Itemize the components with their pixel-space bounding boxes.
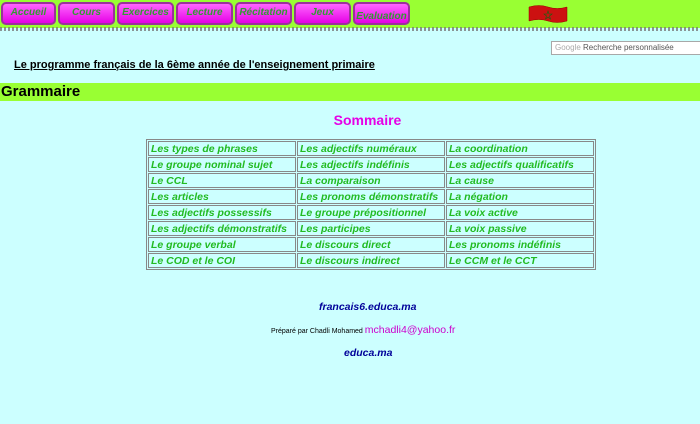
toc-link[interactable]: La cause bbox=[446, 173, 594, 188]
credit-text: Préparé par Chadli Mohamed bbox=[271, 328, 363, 335]
toc-link[interactable]: Le groupe verbal bbox=[148, 237, 296, 252]
nav-recitation-button[interactable]: Récitation bbox=[235, 2, 292, 25]
toc-row bbox=[148, 253, 594, 268]
google-brand-label: Google bbox=[555, 43, 581, 52]
toc-link[interactable]: Le discours indirect bbox=[297, 253, 445, 268]
nav-separator bbox=[0, 27, 700, 31]
toc-link[interactable]: La négation bbox=[446, 189, 594, 204]
nav-exercices-button[interactable]: Exercices bbox=[117, 2, 174, 25]
toc-row bbox=[148, 157, 594, 172]
google-search-input[interactable] bbox=[551, 41, 700, 55]
nav-lecture-button[interactable]: Lecture bbox=[176, 2, 233, 25]
morocco-flag-icon bbox=[527, 4, 569, 24]
sommaire-title: Sommaire bbox=[333, 112, 402, 128]
toc-link[interactable]: La voix active bbox=[446, 205, 594, 220]
section-header bbox=[0, 83, 700, 101]
toc-link[interactable]: Les articles bbox=[148, 189, 296, 204]
nav-accueil-button[interactable]: Accueil bbox=[1, 2, 56, 25]
toc-link[interactable]: Les adjectifs indéfinis bbox=[297, 157, 445, 172]
section-title: Grammaire bbox=[1, 83, 81, 100]
toc-row bbox=[148, 205, 594, 220]
toc-row bbox=[148, 189, 594, 204]
toc-link[interactable]: Les pronoms démonstratifs bbox=[297, 189, 445, 204]
footer-credit bbox=[271, 324, 455, 336]
toc-row bbox=[148, 237, 594, 252]
toc-link[interactable]: Les types de phrases bbox=[148, 141, 296, 156]
toc-link[interactable]: La coordination bbox=[446, 141, 594, 156]
footer-home-link[interactable]: educa.ma bbox=[344, 347, 393, 359]
page-intro-link[interactable]: Le programme français de la 6ème année de l'enseignement primaire bbox=[14, 59, 375, 71]
toc-link[interactable]: La comparaison bbox=[297, 173, 445, 188]
search-placeholder: Recherche personnalisée bbox=[583, 43, 674, 52]
toc-row bbox=[148, 141, 594, 156]
toc-link[interactable]: La voix passive bbox=[446, 221, 594, 236]
toc-link[interactable]: Le discours direct bbox=[297, 237, 445, 252]
toc-link[interactable]: Les adjectifs possessifs bbox=[148, 205, 296, 220]
toc-link[interactable]: Le CCM et le CCT bbox=[446, 253, 594, 268]
toc-row bbox=[148, 173, 594, 188]
toc-link[interactable]: Les participes bbox=[297, 221, 445, 236]
toc-link[interactable]: Les adjectifs qualificatifs bbox=[446, 157, 594, 172]
nav-jeux-button[interactable]: Jeux bbox=[294, 2, 351, 25]
toc-link[interactable]: Le groupe prépositionnel bbox=[297, 205, 445, 220]
footer-site-link[interactable]: francais6.educa.ma bbox=[319, 301, 417, 313]
nav-evaluation-button[interactable]: Evaluation bbox=[353, 2, 410, 25]
toc-row bbox=[148, 221, 594, 236]
toc-link[interactable]: Le CCL bbox=[148, 173, 296, 188]
toc-link[interactable]: Les adjectifs démonstratifs bbox=[148, 221, 296, 236]
top-nav-bar bbox=[0, 0, 700, 28]
toc-table bbox=[146, 139, 596, 270]
toc-link[interactable]: Les adjectifs numéraux bbox=[297, 141, 445, 156]
toc-link[interactable]: Le COD et le COI bbox=[148, 253, 296, 268]
author-email-link[interactable]: mchadli4@yahoo.fr bbox=[364, 324, 456, 336]
toc-link[interactable]: Le groupe nominal sujet bbox=[148, 157, 296, 172]
nav-cours-button[interactable]: Cours bbox=[58, 2, 115, 25]
toc-link[interactable]: Les pronoms indéfinis bbox=[446, 237, 594, 252]
